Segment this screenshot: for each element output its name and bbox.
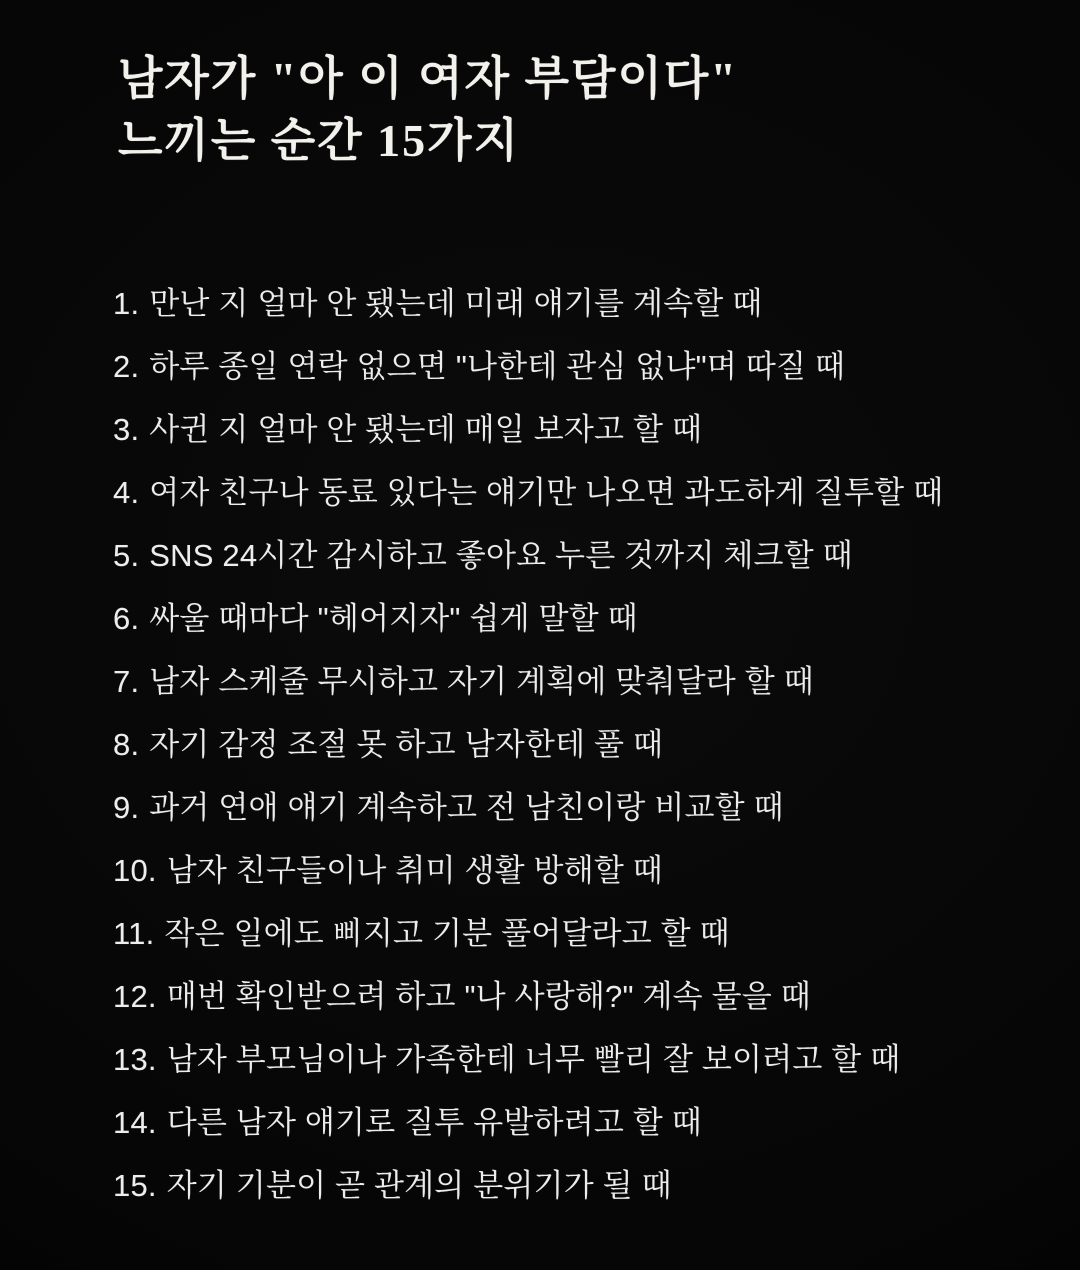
list-item-number: 5. <box>113 538 140 573</box>
list-item <box>113 839 1050 902</box>
list-item-text: 자기 감정 조절 못 하고 남자한테 풀 때 <box>149 727 664 762</box>
list-item <box>113 461 1050 524</box>
list-item-text: 다른 남자 얘기로 질투 유발하려고 할 때 <box>166 1105 702 1140</box>
list-item <box>113 713 1050 776</box>
list-item-number: 9. <box>113 790 140 825</box>
list-item-text: 여자 친구나 동료 있다는 얘기만 나오면 과도하게 질투할 때 <box>149 475 944 510</box>
page-title <box>118 48 738 172</box>
list-item-text: 싸울 때마다 "헤어지자" 쉽게 말할 때 <box>149 601 638 636</box>
list-item-text: 작은 일에도 삐지고 기분 풀어달라고 할 때 <box>164 916 730 951</box>
list-item <box>113 776 1050 839</box>
list-item-number: 12. <box>113 979 157 1014</box>
list-item-text: 하루 종일 연락 없으면 "나한테 관심 없냐"며 따질 때 <box>149 349 846 384</box>
list-item <box>113 524 1050 587</box>
list-item <box>113 965 1050 1028</box>
page-title-line-1: 남자가 "아 이 여자 부담이다" <box>118 53 738 104</box>
list-item-text: 과거 연애 얘기 계속하고 전 남친이랑 비교할 때 <box>149 790 784 825</box>
list-item-number: 3. <box>113 412 140 447</box>
list-item <box>113 335 1050 398</box>
list-item <box>113 398 1050 461</box>
list-item-number: 10. <box>113 853 157 888</box>
list-item-number: 4. <box>113 475 140 510</box>
list-item-number: 11. <box>113 916 155 951</box>
list-item <box>113 272 1050 335</box>
list-item <box>113 650 1050 713</box>
list-item <box>113 1091 1050 1154</box>
list-item-text: 남자 스케줄 무시하고 자기 계획에 맞춰달라 할 때 <box>149 664 814 699</box>
list-item-number: 8. <box>113 727 140 762</box>
list-item-number: 14. <box>113 1105 157 1140</box>
list-item <box>113 1154 1050 1217</box>
list-item-number: 7. <box>113 664 140 699</box>
list-item-text: 만난 지 얼마 안 됐는데 미래 얘기를 계속할 때 <box>149 286 763 321</box>
list-item-text: 자기 기분이 곧 관계의 분위기가 될 때 <box>166 1168 672 1203</box>
list-item-number: 13. <box>113 1042 157 1077</box>
list-item-number: 15. <box>113 1168 157 1203</box>
list-item <box>113 1028 1050 1091</box>
list-item-text: 사귄 지 얼마 안 됐는데 매일 보자고 할 때 <box>149 412 703 447</box>
list-item-text: 남자 친구들이나 취미 생활 방해할 때 <box>166 853 663 888</box>
list-item-text: 매번 확인받으려 하고 "나 사랑해?" 계속 물을 때 <box>166 979 811 1014</box>
moments-list <box>113 272 1050 1217</box>
list-item-number: 6. <box>113 601 140 636</box>
list-item-text: SNS 24시간 감시하고 좋아요 누른 것까지 체크할 때 <box>149 538 853 573</box>
list-item-number: 2. <box>113 349 140 384</box>
page-title-line-2: 느끼는 순간 15가지 <box>118 115 521 166</box>
list-item-text: 남자 부모님이나 가족한테 너무 빨리 잘 보이려고 할 때 <box>166 1042 901 1077</box>
list-item <box>113 587 1050 650</box>
list-item-number: 1. <box>113 286 140 321</box>
list-item <box>113 902 1050 965</box>
